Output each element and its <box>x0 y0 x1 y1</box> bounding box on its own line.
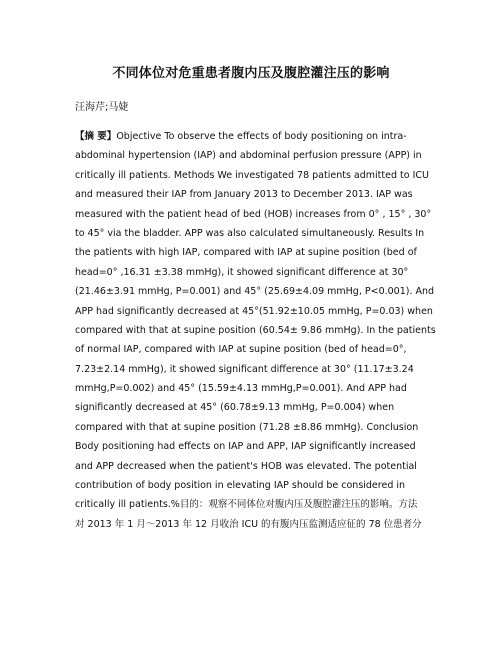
abstract-label: 【摘 要】 <box>75 131 117 142</box>
abstract-line: mmHg,P=0.002) and 45° (15.59±4.13 mmHg,P=0.001). And APP had <box>75 383 407 395</box>
abstract-line: abdominal hypertension (IAP) and abdominal perfusion pressure (APP) in <box>75 150 422 162</box>
abstract-line: Body positioning had effects on IAP and APP, IAP significantly increased <box>75 441 416 453</box>
abstract-line: the patients with high IAP, compared with IAP at supine position (bed of <box>75 247 417 259</box>
abstract-line: significantly decreased at 45° (60.78±9.13 mmHg, P=0.004) when <box>75 402 395 414</box>
abstract-line: and measured their IAP from January 2013 to December 2013. IAP was <box>75 189 413 201</box>
abstract-line: of normal IAP, compared with IAP at supine position (bed of head=0°, <box>75 344 407 356</box>
abstract-line: APP had significantly decreased at 45°(51.92±10.05 mmHg, P=0.03) when <box>75 305 433 317</box>
abstract-first-line-text: Objective To observe the effects of body positioning on intra- <box>116 131 407 142</box>
abstract-line: (21.46±3.91 mmHg, P=0.001) and 45° (25.69±4.09 mmHg, P<0.001). And <box>75 286 435 298</box>
abstract-line: critically ill patients.%目的：观察不同体位对腹内压及腹腔灌注压的影响。方法 <box>75 499 418 511</box>
abstract-line: to 45° via the bladder. APP was also calculated simultaneously. Results In <box>75 227 425 239</box>
abstract-line: compared with that at supine position (60.54± 9.86 mmHg). In the patients <box>75 324 436 336</box>
abstract-line: compared with that at supine position (71.28 ±8.86 mmHg). Conclusion <box>75 421 419 433</box>
paper-title: 不同体位对危重患者腹内压及腹腔灌注压的影响 <box>112 66 390 81</box>
abstract-line: measured with the patient head of bed (HOB) increases from 0° , 15° , 30° <box>75 208 432 220</box>
abstract-line <box>75 127 430 146</box>
abstract-line: critically ill patients. Methods We investigated 78 patients admitted to ICU <box>75 169 429 181</box>
abstract-line: contribution of body position in elevating IAP should be considered in <box>75 480 406 492</box>
abstract-block <box>75 127 436 534</box>
abstract-line: head=0° ,16.31 ±3.38 mmHg), it showed significant difference at 30° <box>75 266 409 278</box>
abstract-line: 对 2013 年 1 月～2013 年 12 月收治 ICU 的有腹内压监测适应征的 78 位患者分 <box>75 518 422 530</box>
author-list: 汪海芹;马婕 <box>75 102 129 113</box>
abstract-line: 7.23±2.14 mmHg), it showed significant difference at 30° (11.17±3.24 <box>75 363 414 375</box>
abstract-line: and APP decreased when the patient's HOB was elevated. The potential <box>75 460 417 472</box>
